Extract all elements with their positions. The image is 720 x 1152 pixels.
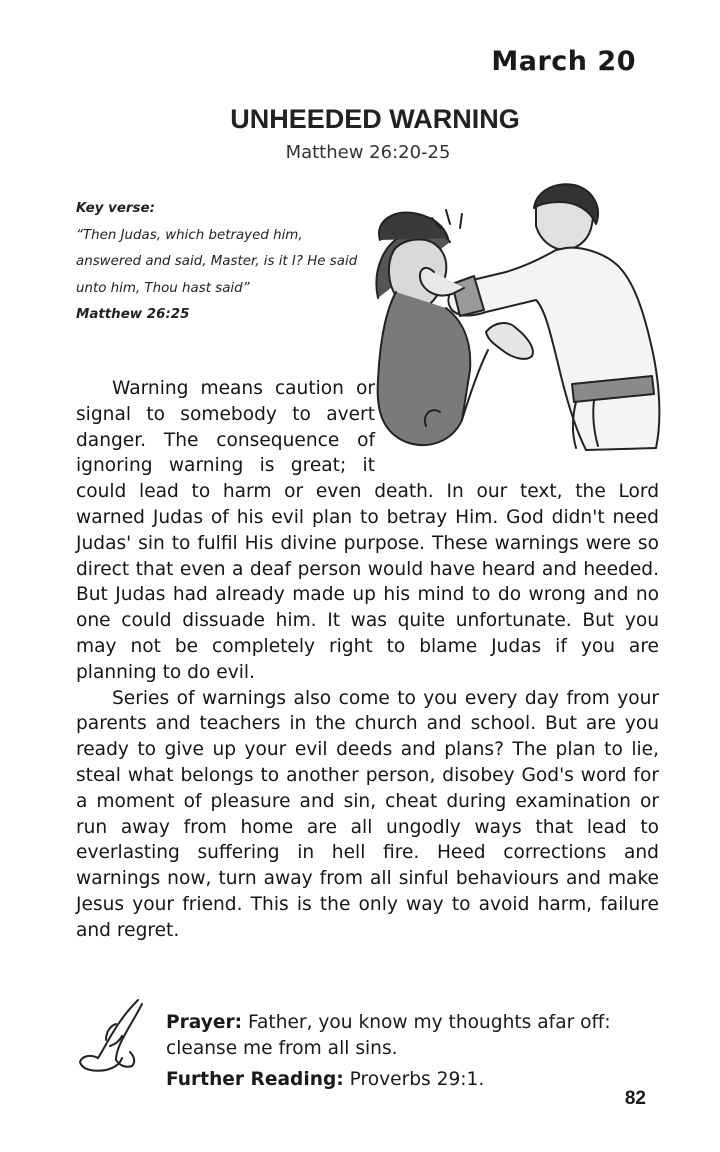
key-verse-reference: Matthew 26:25: [76, 307, 190, 322]
prayer-text: Father, you know my thoughts afar off: cleanse me from all sins.: [166, 1012, 611, 1059]
further-reading-label: Further Reading:: [166, 1069, 344, 1090]
further-reading-text: Proverbs 29:1.: [349, 1069, 485, 1090]
devotional-body: [76, 376, 659, 944]
further-reading: [166, 1067, 666, 1093]
praying-hands-icon: [76, 996, 156, 1074]
body-paragraph-2: Series of warnings also come to you every day from your parents and teachers in the church and school. But are you ready to give up your evil deeds and plans? The plan to lie, steal what belongs to another person, disobey God's word for a moment of pleasure and sin, cheat during examination or run away from home are all ungodly ways that lead to everlasting suffering in hell fire. Heed corrections and warnings now, turn away from all sinful behaviours and make Jesus your friend. This is the only way to avoid harm, failure and regret.: [76, 687, 659, 941]
key-verse-label: Key verse:: [76, 201, 155, 216]
illustration-spacer: [375, 376, 659, 478]
body-paragraph-1: Warning means caution or signal to somebody to avert danger. The consequence of ignoring warning is great; it could lead to harm or even death. In our text, the Lord warned Judas of his evil plan to betray Him. God didn't need Judas' sin to fulfil His divine purpose. These warnings were so direct that even a deaf person would have heard and heeded. But Judas had already made up his mind to do wrong and no one could dissuade him. It was quite unfortunate. But you may not be completely right to blame Judas if you are planning to do evil.: [76, 378, 659, 683]
prayer-section: [166, 1010, 666, 1093]
prayer: [166, 1010, 666, 1062]
scripture-reference: Matthew 26:20-25: [285, 142, 451, 163]
page-date: March 20: [491, 46, 636, 77]
key-verse-text: “Then Judas, which betrayed him, answered and said, Master, is it I? He said unto him, Thou hast said”: [76, 227, 358, 296]
page-title: UNHEEDED WARNING: [230, 104, 520, 134]
page-number: 82: [624, 1088, 646, 1109]
prayer-label: Prayer:: [166, 1012, 243, 1033]
key-verse: [76, 196, 366, 329]
